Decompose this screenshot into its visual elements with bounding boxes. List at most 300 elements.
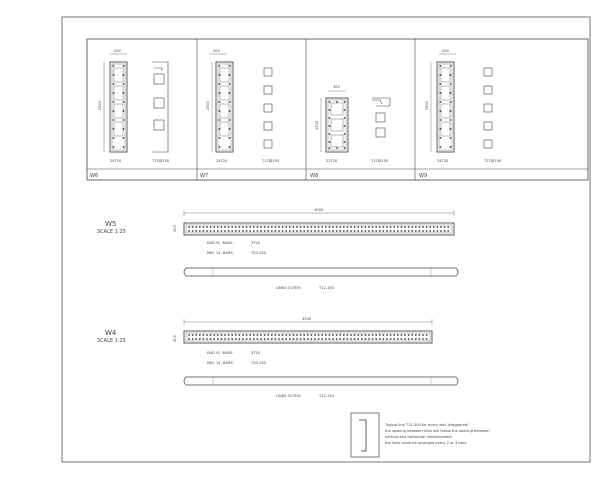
- reinforcement-bar: [228, 338, 230, 340]
- reinforcement-bar: [217, 334, 219, 336]
- reinforcement-bar: [433, 226, 435, 228]
- reinforcement-bar: [192, 226, 194, 228]
- reinforcement-bar: [314, 338, 316, 340]
- reinforcement-bar: [271, 226, 273, 228]
- link-shapes: [264, 68, 272, 148]
- reinforcement-bar: [307, 334, 309, 336]
- reinforcement-bar: [347, 226, 349, 228]
- reinforcement-bar: [321, 334, 323, 336]
- reinforcement-bar: [321, 338, 323, 340]
- outer-link-shape: [184, 377, 458, 385]
- reinforcement-bar: [347, 230, 349, 232]
- reinforcement-bar: [257, 338, 259, 340]
- reinforcement-bar: [246, 226, 248, 228]
- section-title: W8: [310, 173, 319, 179]
- wall-title: W4: [105, 329, 117, 337]
- reinforcement-bar: [422, 226, 424, 228]
- reinforcement-bar: [372, 334, 374, 336]
- reinforcement-bar: [253, 230, 255, 232]
- reinforcement-bar: [343, 338, 345, 340]
- reinforcement-bar: [195, 338, 197, 340]
- reinforcement-bar: [242, 334, 244, 336]
- reinforcement-bar: [354, 338, 356, 340]
- reinforcement-bar: [253, 226, 255, 228]
- reinforcement-bar: [350, 338, 352, 340]
- reinforcement-bar: [235, 334, 237, 336]
- end-bars-label: END VL. BARS:: [207, 241, 234, 245]
- wall-w4-detail: [97, 317, 458, 398]
- reinforcement-bar: [404, 226, 406, 228]
- reinforcement-bar: [285, 230, 287, 232]
- reinforcement-bar: [199, 230, 201, 232]
- reinforcement-bar: [282, 334, 284, 336]
- reinforcement-bar: [213, 230, 215, 232]
- reinforcement-bar: [350, 226, 352, 228]
- reinforcement-bar: [415, 338, 417, 340]
- reinforcement-bar: [224, 334, 226, 336]
- reinforcement-bar: [444, 226, 446, 228]
- reinforcement-bar: [332, 334, 334, 336]
- reinforcement-bar: [195, 226, 197, 228]
- reinforcement-bar: [393, 334, 395, 336]
- reinforcement-bar: [383, 338, 385, 340]
- reinforcement-bar: [379, 334, 381, 336]
- reinforcement-bar: [404, 230, 406, 232]
- reinforcement-bar: [397, 338, 399, 340]
- column-section-drawing: [321, 91, 348, 152]
- bars-label: 24T20: [437, 159, 449, 163]
- reinforcement-bar: [253, 334, 255, 336]
- reinforcement-bar: [311, 338, 313, 340]
- reinforcement-bar: [278, 230, 280, 232]
- reinforcement-bar: [210, 226, 212, 228]
- reinforcement-bar: [408, 230, 410, 232]
- reinforcement-bar: [365, 338, 367, 340]
- reinforcement-bar: [217, 226, 219, 228]
- link-hook-icon: [359, 420, 366, 451]
- reinforcement-bar: [408, 338, 410, 340]
- reinforcement-bar: [275, 338, 277, 340]
- reinforcement-bar: [426, 334, 428, 336]
- bars-label: 24T20: [216, 159, 228, 163]
- end-bars-label: END VL. BARS:: [207, 351, 234, 355]
- reinforcement-bar: [422, 338, 424, 340]
- reinforcement-bar: [300, 334, 302, 336]
- reinforcement-bar: [195, 230, 197, 232]
- reinforcement-bar: [203, 226, 205, 228]
- reinforcement-bar: [422, 334, 424, 336]
- reinforcement-bar: [329, 230, 331, 232]
- link-shapes: [484, 68, 492, 148]
- reinforcement-bar: [260, 334, 262, 336]
- reinforcement-bar: [293, 230, 295, 232]
- reinforcement-bar: [275, 226, 277, 228]
- reinforcement-bar: [368, 338, 370, 340]
- reinforcement-bar: [329, 338, 331, 340]
- reinforcement-bar: [257, 230, 259, 232]
- wall-bars: [188, 226, 449, 232]
- reinforcement-bar: [415, 226, 417, 228]
- wall-title: W5: [105, 220, 117, 228]
- reinforcement-bar: [293, 226, 295, 228]
- links-label: LINKS OUTER:: [276, 394, 302, 398]
- reinforcement-bar: [289, 338, 291, 340]
- reinforcement-bar: [372, 338, 374, 340]
- reinforcement-bar: [303, 226, 305, 228]
- links-value: T12-150: [319, 394, 334, 398]
- reinforcement-bar: [411, 226, 413, 228]
- reinforcement-bar: [361, 338, 363, 340]
- link-shapes: [372, 98, 390, 137]
- reinforcement-bar: [339, 334, 341, 336]
- column-section-drawing: [210, 54, 233, 152]
- reinforcement-bar: [426, 230, 428, 232]
- reinforcement-bar: [285, 334, 287, 336]
- outer-link-shape: [184, 268, 458, 276]
- reinforcement-bar: [192, 334, 194, 336]
- reinforcement-bar: [325, 230, 327, 232]
- reinforcement-bar: [307, 230, 309, 232]
- section-w9: [419, 49, 502, 179]
- reinforcement-bar: [192, 338, 194, 340]
- reinforcement-bar: [318, 230, 320, 232]
- reinforcement-bar: [314, 230, 316, 232]
- reinforcement-bar: [228, 230, 230, 232]
- reinforcement-bar: [296, 230, 298, 232]
- reinforcement-bar: [199, 338, 201, 340]
- reinforcement-bar: [350, 230, 352, 232]
- reinforcement-bar: [246, 334, 248, 336]
- reinforcement-bar: [318, 334, 320, 336]
- reinforcement-bar: [336, 338, 338, 340]
- reinforcement-bar: [419, 334, 421, 336]
- reinforcement-bar: [314, 226, 316, 228]
- reinforcement-bar: [307, 338, 309, 340]
- reinforcement-bar: [267, 230, 269, 232]
- reinforcement-bar: [210, 230, 212, 232]
- mid-bars-value: T20-150: [251, 361, 266, 365]
- reinforcement-bar: [444, 230, 446, 232]
- reinforcement-bar: [383, 334, 385, 336]
- reinforcement-bar: [397, 230, 399, 232]
- reinforcement-bar: [390, 226, 392, 228]
- reinforcement-bar: [203, 338, 205, 340]
- width-dimension: 200: [442, 49, 449, 53]
- reinforcement-bar: [213, 226, 215, 228]
- wall-bars: [188, 334, 427, 340]
- note-line-4: the links could be arranged every 2 or 3 bars.: [385, 441, 468, 445]
- reinforcement-bar: [368, 230, 370, 232]
- reinforcement-bar: [235, 226, 237, 228]
- reinforcement-bar: [447, 226, 449, 228]
- reinforcement-bar: [224, 226, 226, 228]
- reinforcement-bar: [246, 338, 248, 340]
- reinforcement-bar: [437, 226, 439, 228]
- section-w6: [90, 49, 170, 179]
- reinforcement-bar: [314, 334, 316, 336]
- reinforcement-bar: [303, 230, 305, 232]
- reinforcement-bar: [325, 226, 327, 228]
- width-dimension: 300: [333, 85, 340, 89]
- reinforcement-bar: [419, 230, 421, 232]
- reinforcement-bar: [390, 338, 392, 340]
- height-dimension: 1200: [315, 120, 319, 130]
- reinforcement-bar: [311, 230, 313, 232]
- reinforcement-bar: [246, 230, 248, 232]
- reinforcement-bar: [271, 230, 273, 232]
- reinforcement-bar: [325, 338, 327, 340]
- reinforcement-bar: [293, 334, 295, 336]
- height-dimension: 2500: [425, 100, 429, 110]
- reinforcement-bar: [300, 338, 302, 340]
- width-dimension: 200: [213, 49, 220, 53]
- reinforcement-bar: [329, 334, 331, 336]
- reinforcement-bar: [206, 230, 208, 232]
- reinforcement-bar: [368, 226, 370, 228]
- links-label: T12@150: [152, 159, 170, 163]
- reinforcement-bar: [368, 334, 370, 336]
- reinforcement-bar: [375, 334, 377, 336]
- reinforcement-bar: [224, 230, 226, 232]
- reinforcement-bar: [242, 338, 244, 340]
- reinforcement-bar: [278, 338, 280, 340]
- reinforcement-bar: [231, 230, 233, 232]
- reinforcement-bar: [336, 230, 338, 232]
- reinforcement-bar: [210, 338, 212, 340]
- reinforcement-bar: [354, 226, 356, 228]
- reinforcement-bar: [375, 226, 377, 228]
- bars-label: 22T20: [326, 159, 338, 163]
- reinforcement-bar: [300, 230, 302, 232]
- reinforcement-bar: [231, 226, 233, 228]
- reinforcement-bar: [447, 230, 449, 232]
- column-section-drawing: [431, 54, 456, 152]
- mid-bars-label: MID. VL. BARS:: [207, 361, 234, 365]
- reinforcement-bar: [300, 226, 302, 228]
- reinforcement-bar: [221, 334, 223, 336]
- reinforcement-bar: [426, 338, 428, 340]
- reinforcement-bar: [239, 338, 241, 340]
- reinforcement-bar: [239, 230, 241, 232]
- reinforcement-bar: [257, 226, 259, 228]
- wall-outline: [184, 331, 432, 343]
- reinforcement-bar: [339, 226, 341, 228]
- reinforcement-bar: [217, 338, 219, 340]
- reinforcement-bar: [329, 226, 331, 228]
- reinforcement-bar: [221, 226, 223, 228]
- links-label: T12@150: [484, 159, 502, 163]
- reinforcement-bar: [361, 334, 363, 336]
- reinforcement-bar: [321, 230, 323, 232]
- reinforcement-bar: [228, 226, 230, 228]
- reinforcement-bar: [397, 226, 399, 228]
- reinforcement-bar: [242, 226, 244, 228]
- reinforcement-bar: [188, 226, 190, 228]
- reinforcement-bar: [426, 226, 428, 228]
- reinforcement-bar: [393, 338, 395, 340]
- reinforcement-bar: [278, 334, 280, 336]
- reinforcement-bar: [264, 338, 266, 340]
- links-label: T12@150: [371, 159, 389, 163]
- reinforcement-bar: [393, 226, 395, 228]
- reinforcement-bar: [260, 338, 262, 340]
- links-label: T12@150: [262, 159, 280, 163]
- reinforcement-bar: [386, 334, 388, 336]
- reinforcement-bar: [249, 338, 251, 340]
- links-label: LINKS OUTER:: [276, 286, 302, 290]
- reinforcement-bar: [253, 338, 255, 340]
- reinforcement-bar: [411, 230, 413, 232]
- reinforcement-bar: [357, 338, 359, 340]
- reinforcement-bar: [231, 338, 233, 340]
- reinforcement-bar: [206, 226, 208, 228]
- reinforcement-bar: [347, 338, 349, 340]
- reinforcement-bar: [282, 338, 284, 340]
- reinforcement-bar: [293, 338, 295, 340]
- reinforcement-bar: [206, 338, 208, 340]
- reinforcement-bar: [332, 230, 334, 232]
- reinforcement-bar: [357, 334, 359, 336]
- reinforcement-bar: [393, 230, 395, 232]
- reinforcement-bar: [235, 230, 237, 232]
- reinforcement-bar: [332, 226, 334, 228]
- reinforcement-bar: [289, 230, 291, 232]
- reinforcement-bar: [275, 334, 277, 336]
- end-bars-value: 3T20: [251, 351, 261, 355]
- wall-scale: SCALE 1:25: [97, 229, 126, 235]
- reinforcement-bar: [390, 230, 392, 232]
- section-w7: [200, 49, 280, 179]
- reinforcement-bar: [343, 230, 345, 232]
- bars-label: 24T20: [110, 159, 122, 163]
- reinforcement-bar: [203, 230, 205, 232]
- reinforcement-bar: [318, 226, 320, 228]
- reinforcement-bar: [357, 230, 359, 232]
- reinforcement-bar: [408, 226, 410, 228]
- reinforcement-bar: [213, 338, 215, 340]
- reinforcement-bar: [325, 334, 327, 336]
- reinforcement-bar: [404, 334, 406, 336]
- reinforcement-bar: [231, 334, 233, 336]
- section-title: W7: [200, 173, 209, 179]
- reinforcement-bar: [350, 334, 352, 336]
- reinforcement-bar: [415, 230, 417, 232]
- reinforcement-bar: [311, 226, 313, 228]
- reinforcement-bar: [289, 226, 291, 228]
- reinforcement-bar: [221, 230, 223, 232]
- reinforcement-bar: [311, 334, 313, 336]
- note-line-1: Typical link T12-300 for every wall (staggered): [385, 423, 469, 427]
- thickness-dimension: 200: [173, 225, 177, 232]
- reinforcement-bar: [188, 334, 190, 336]
- note-line-2: the spacing between links will follow the spacing between: [385, 429, 490, 433]
- reinforcement-bar: [361, 230, 363, 232]
- column-sections-panel: [87, 39, 588, 180]
- reinforcement-bar: [379, 338, 381, 340]
- length-dimension: 4900: [302, 317, 312, 321]
- reinforcement-bar: [199, 334, 201, 336]
- reinforcement-bar: [235, 338, 237, 340]
- reinforcement-bar: [271, 334, 273, 336]
- reinforcement-bar: [386, 226, 388, 228]
- reinforcement-bar: [282, 230, 284, 232]
- reinforcement-bar: [386, 338, 388, 340]
- end-bars-value: 3T20: [251, 241, 261, 245]
- reinforcement-bar: [397, 334, 399, 336]
- width-dimension: 200: [114, 49, 121, 53]
- reinforcement-bar: [336, 226, 338, 228]
- reinforcement-bar: [210, 334, 212, 336]
- reinforcement-bar: [365, 226, 367, 228]
- reinforcement-bar: [415, 334, 417, 336]
- mid-bars-value: T20-150: [251, 251, 266, 255]
- reinforcement-bar: [224, 338, 226, 340]
- reinforcement-bar: [264, 230, 266, 232]
- reinforcement-bar: [242, 230, 244, 232]
- reinforcement-bar: [307, 226, 309, 228]
- reinforcement-bar: [217, 230, 219, 232]
- reinforcement-bar: [296, 334, 298, 336]
- reinforcement-bar: [195, 334, 197, 336]
- reinforcement-bar: [419, 226, 421, 228]
- reinforcement-bar: [375, 338, 377, 340]
- reinforcement-bar: [347, 334, 349, 336]
- reinforcement-bar: [365, 334, 367, 336]
- wall-w5-detail: [97, 208, 458, 290]
- reinforcement-bar: [249, 226, 251, 228]
- reinforcement-bar: [440, 230, 442, 232]
- reinforcement-bar: [386, 230, 388, 232]
- reinforcement-bar: [433, 230, 435, 232]
- reinforcement-bar: [264, 226, 266, 228]
- reinforcement-bar: [339, 230, 341, 232]
- reinforcement-bar: [267, 226, 269, 228]
- reinforcement-bar: [257, 334, 259, 336]
- reinforcement-bar: [401, 226, 403, 228]
- reinforcement-bar: [419, 338, 421, 340]
- reinforcement-bar: [357, 226, 359, 228]
- note-line-3: vertical and horizontal reinforcement: [385, 435, 452, 439]
- reinforcement-bar: [318, 338, 320, 340]
- reinforcement-bar: [267, 338, 269, 340]
- reinforcement-bar: [260, 226, 262, 228]
- reinforcement-bar: [437, 230, 439, 232]
- reinforcement-bar: [408, 334, 410, 336]
- reinforcement-bar: [249, 334, 251, 336]
- reinforcement-bar: [188, 230, 190, 232]
- reinforcement-bar: [289, 334, 291, 336]
- reinforcement-bar: [372, 230, 374, 232]
- link-shapes: [152, 62, 168, 152]
- reinforcement-bar: [303, 338, 305, 340]
- typical-link-note: [351, 413, 490, 457]
- reinforcement-bar: [278, 226, 280, 228]
- reinforcement-bar: [401, 334, 403, 336]
- links-value: T12-150: [319, 286, 334, 290]
- reinforcement-bar: [285, 338, 287, 340]
- reinforcement-bar: [429, 226, 431, 228]
- reinforcement-bar: [296, 338, 298, 340]
- section-title: W9: [419, 173, 428, 179]
- reinforcement-bar: [354, 334, 356, 336]
- reinforcement-bar: [383, 230, 385, 232]
- reinforcement-bar: [343, 334, 345, 336]
- reinforcement-bar: [375, 230, 377, 232]
- reinforcement-bar: [239, 226, 241, 228]
- height-dimension: 2500: [206, 100, 210, 110]
- reinforcement-bar: [264, 334, 266, 336]
- mid-bars-label: MID. VL. BARS:: [207, 251, 234, 255]
